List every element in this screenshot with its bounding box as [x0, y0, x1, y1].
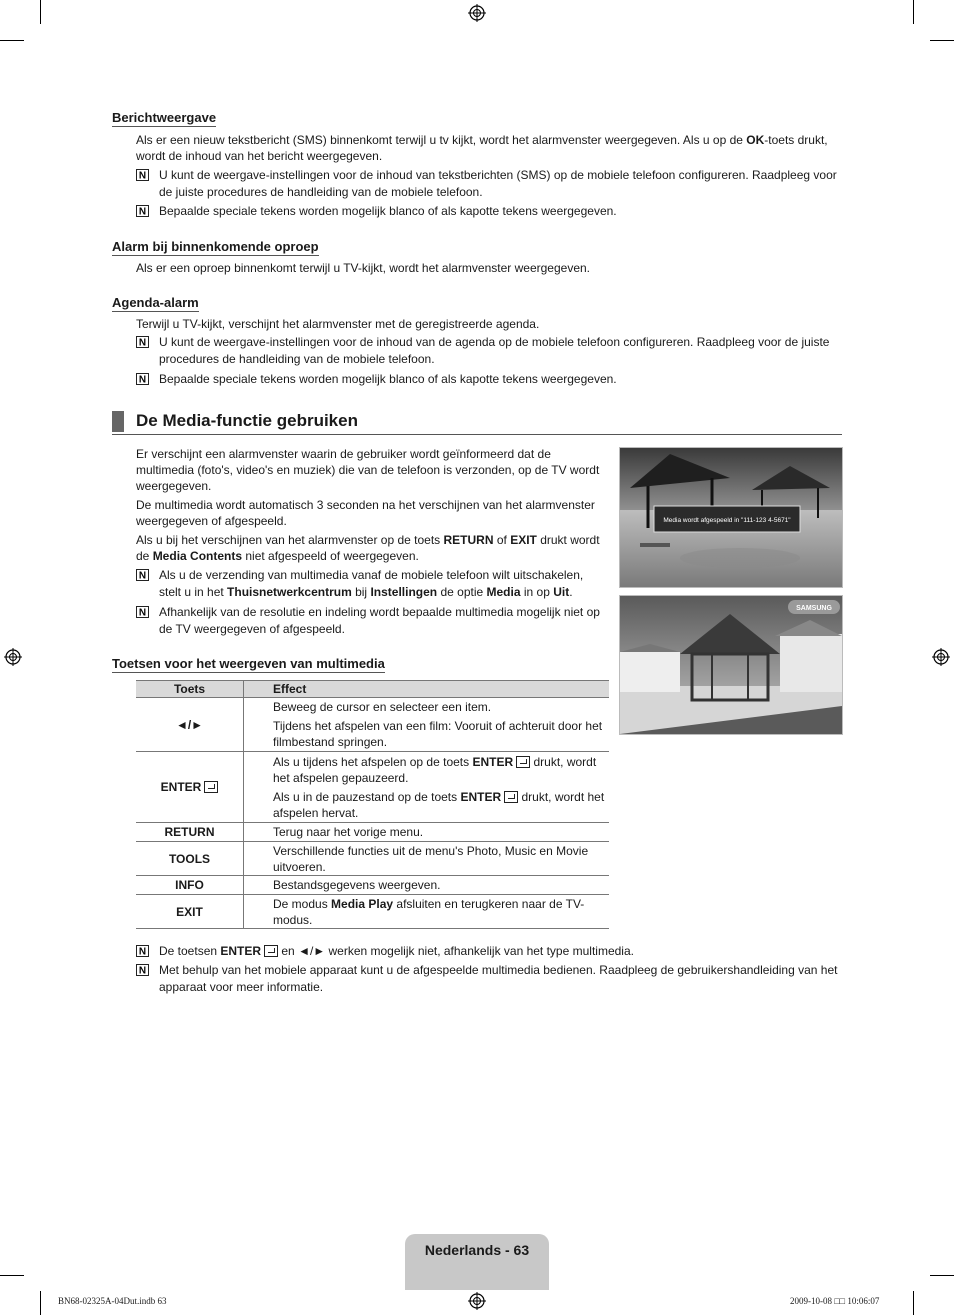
note-icon: [136, 336, 149, 348]
col-header-effect: Effect: [244, 681, 610, 698]
note-icon: [136, 964, 149, 976]
svg-text:N: N: [138, 946, 147, 957]
heading-agenda: Agenda-alarm: [112, 295, 199, 310]
effect-cell: Terug naar het vorige menu.: [244, 823, 610, 842]
paragraph: Als er een oproep binnenkomt terwijl u TV-kijkt, wordt het alarmvenster weergegeven.: [136, 261, 591, 275]
effect-cell: Als u tijdens het afspelen op de toets ENTER drukt, wordt het afspelen gepauzeerd. Als u in de pauzestand op de toets ENTER drukt, wordt het afspelen hervat.: [244, 752, 610, 823]
page-number-tab: [405, 1234, 549, 1290]
registration-mark-icon: [932, 648, 950, 666]
print-date-info: 2009-10-08 □□ 10:06:07: [790, 1296, 880, 1306]
keys-table: [136, 680, 609, 929]
crop-mark: [913, 1291, 914, 1315]
effect-cell: Bestandsgegevens weergeven.: [244, 876, 610, 895]
crop-mark: [930, 1275, 954, 1276]
table-row: [136, 876, 609, 895]
tv-beach-screenshot: [619, 447, 843, 588]
paragraph: Als er een nieuw tekstbericht (SMS) binnenkomt terwijl u tv kijkt, wordt het alarmvenster weergegeven. Als u op de OK-toets drukt, wordt de inhoud van het bericht weergegeven.: [136, 133, 828, 163]
print-file-info: BN68-02325A-04Dut.indb 63: [58, 1296, 167, 1306]
section-title: [112, 410, 842, 435]
crop-mark: [40, 0, 41, 24]
section-bar: [112, 411, 124, 432]
tv-gazebo-screenshot: [619, 595, 843, 735]
key-cell: EXIT: [136, 895, 244, 929]
key-cell: ◄/►: [136, 698, 244, 752]
heading-keys: Toetsen voor het weergeven van multimedia: [112, 656, 385, 671]
key-cell: INFO: [136, 876, 244, 895]
registration-mark-icon: [468, 4, 486, 22]
paragraph: Als u bij het verschijnen van het alarmvenster op de toets RETURN of EXIT drukt wordt de Media Contents niet afgespeeld of weergegeven.: [136, 533, 600, 563]
note-icon: [136, 569, 149, 581]
key-cell: ENTER: [136, 752, 244, 823]
effect-cell: Beweeg de cursor en selecteer een item. Tijdens het afspelen van een film: Vooruit of achteruit door het filmbestand springen.: [244, 698, 610, 752]
table-row: [136, 895, 609, 929]
paragraph: Terwijl u TV-kijkt, verschijnt het alarmvenster met de geregistreerde agenda.: [136, 317, 540, 331]
svg-text:N: N: [138, 170, 147, 181]
crop-mark: [930, 40, 954, 41]
svg-text:N: N: [138, 607, 147, 618]
note-icon: [136, 205, 149, 217]
table-row: [136, 698, 609, 752]
svg-text:N: N: [138, 965, 147, 976]
enter-icon: [516, 756, 530, 768]
key-cell: RETURN: [136, 823, 244, 842]
col-header-key: Toets: [136, 681, 244, 698]
registration-mark-icon: [468, 1292, 486, 1310]
table-row: [136, 752, 609, 823]
section-title-text: De Media-functie gebruiken: [136, 411, 358, 430]
registration-mark-icon: [4, 648, 22, 666]
enter-icon: [504, 791, 518, 803]
heading-alarm: Alarm bij binnenkomende oproep: [112, 239, 319, 254]
svg-text:N: N: [138, 374, 147, 385]
brand-logo-text: SAMSUNG: [796, 605, 832, 612]
effect-cell: De modus Media Play afsluiten en terugkeren naar de TV-modus.: [244, 895, 610, 929]
enter-icon: [204, 781, 218, 793]
table-header-row: [136, 681, 609, 698]
tv-popup-text: Media wordt afgespeeld in "111-123 4-5671": [663, 517, 791, 524]
paragraph: De multimedia wordt automatisch 3 seconden na het verschijnen van het alarmvenster weergegeven of afgespeeld.: [136, 498, 595, 528]
svg-text:N: N: [138, 570, 147, 581]
crop-mark: [40, 1291, 41, 1315]
crop-mark: [0, 40, 24, 41]
table-row: [136, 842, 609, 876]
note-icon: [136, 945, 149, 957]
table-row: [136, 823, 609, 842]
enter-icon: [264, 945, 278, 957]
paragraph: Er verschijnt een alarmvenster waarin de gebruiker wordt geïnformeerd dat de multimedia (foto's, video's en muziek) die van de telefoon is verzonden, op de TV wordt weergegeven.: [136, 447, 600, 493]
crop-mark: [913, 0, 914, 24]
heading-berichtweergave: Berichtweergave: [112, 110, 217, 125]
note-icon: [136, 169, 149, 181]
page-number: Nederlands - 63: [424, 1242, 530, 1258]
svg-text:N: N: [138, 337, 147, 348]
crop-mark: [0, 1275, 24, 1276]
effect-cell: Verschillende functies uit de menu's Photo, Music en Movie uitvoeren.: [244, 842, 610, 876]
note-icon: [136, 606, 149, 618]
key-cell: TOOLS: [136, 842, 244, 876]
note-icon: [136, 373, 149, 385]
svg-text:N: N: [138, 206, 147, 217]
